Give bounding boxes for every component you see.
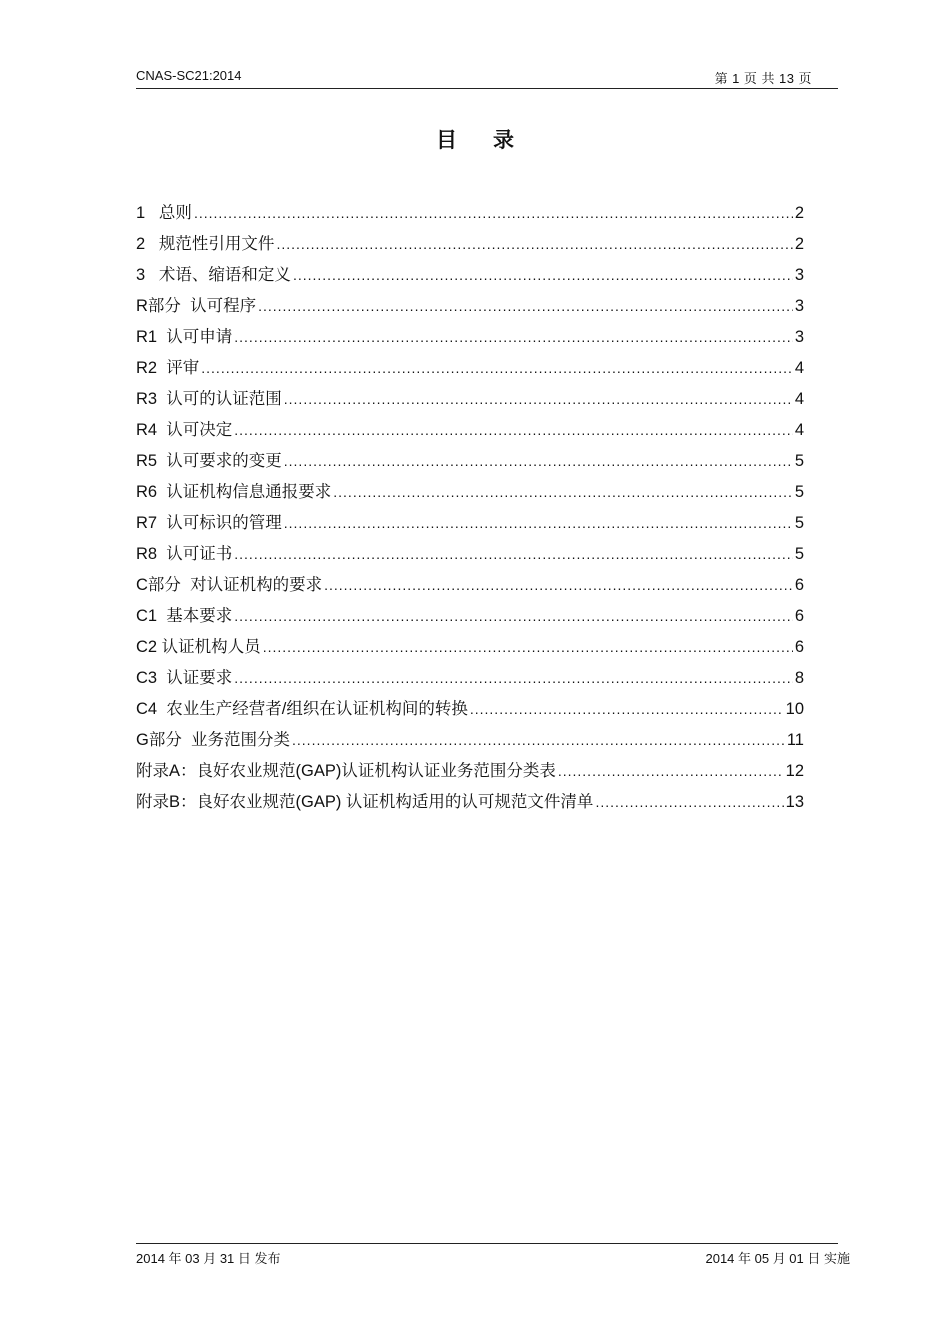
toc-leader-dots — [234, 667, 793, 689]
toc-entry-page: 6 — [794, 576, 804, 594]
toc-entry-page: 10 — [785, 700, 804, 718]
toc-entry-label: C1 基本要求 — [136, 607, 233, 625]
toc-entry-label: G部分 业务范围分类 — [136, 731, 291, 749]
page-label-suffix: 页 — [798, 71, 812, 86]
toc-entry-label: R4 认可决定 — [136, 421, 233, 439]
toc-entry-page: 8 — [794, 669, 804, 687]
page-label-prefix: 第 — [714, 71, 729, 86]
toc-entry-label: R6 认证机构信息通报要求 — [136, 483, 332, 501]
toc-leader-dots — [284, 450, 793, 472]
document-code: CNAS-SC21:2014 — [136, 68, 242, 83]
toc-entry-label: C3 认证要求 — [136, 669, 233, 687]
toc-entry-page: 3 — [794, 297, 804, 315]
page-footer — [136, 1243, 850, 1266]
toc-entry[interactable] — [136, 760, 804, 791]
toc-entry-label: R2 评审 — [136, 359, 200, 377]
toc-leader-dots — [194, 202, 793, 224]
toc-entry-page: 2 — [794, 235, 804, 253]
page-title: 目录 — [436, 129, 550, 152]
toc-entry-page: 4 — [794, 421, 804, 439]
toc-leader-dots — [258, 295, 793, 317]
toc-entry-page: 12 — [785, 762, 804, 780]
toc-leader-dots — [234, 605, 793, 627]
page-label-mid: 页 共 — [743, 71, 776, 86]
toc-leader-dots — [234, 326, 793, 348]
page-header — [136, 66, 838, 89]
toc-entry[interactable] — [136, 233, 804, 264]
publish-date: 2014 年 03 月 31 日 发布 — [136, 1251, 281, 1266]
toc-entry-page: 3 — [794, 266, 804, 284]
toc-entry-label: R7 认可标识的管理 — [136, 514, 282, 532]
toc-leader-dots — [276, 233, 792, 255]
toc-entry-label: R3 认可的认证范围 — [136, 390, 282, 408]
toc-entry[interactable] — [136, 574, 804, 605]
toc-entry[interactable] — [136, 543, 804, 574]
toc-entry[interactable] — [136, 357, 804, 388]
toc-leader-dots — [595, 791, 783, 813]
toc-entry[interactable] — [136, 295, 804, 326]
toc-leader-dots — [284, 388, 793, 410]
toc-entry-label: 2 规范性引用文件 — [136, 235, 275, 253]
toc-entry[interactable] — [136, 698, 804, 729]
toc-entry-page: 2 — [794, 204, 804, 222]
page-indicator — [713, 68, 814, 87]
toc-entry[interactable] — [136, 202, 804, 233]
toc-leader-dots — [234, 543, 793, 565]
toc-entry-label: R1 认可申请 — [136, 328, 233, 346]
toc-entry-label: C4 农业生产经营者/组织在认证机构间的转换 — [136, 700, 468, 718]
toc-entry-page: 4 — [794, 390, 804, 408]
toc-entry-page: 6 — [794, 638, 804, 656]
toc-entry[interactable] — [136, 605, 804, 636]
toc-entry-page: 13 — [785, 793, 804, 811]
toc-entry-page: 5 — [794, 452, 804, 470]
toc-entry[interactable] — [136, 636, 804, 667]
toc-entry-page: 3 — [794, 328, 804, 346]
total-pages: 13 — [779, 71, 795, 86]
page-number: 1 — [732, 71, 740, 86]
toc-leader-dots — [201, 357, 793, 379]
toc-entry-page: 11 — [786, 731, 804, 749]
toc-entry-page: 4 — [794, 359, 804, 377]
toc-entry-label: 附录A：良好农业规范(GAP)认证机构认证业务范围分类表 — [136, 762, 556, 780]
toc-entry[interactable] — [136, 481, 804, 512]
toc-entry-page: 5 — [794, 483, 804, 501]
toc-entry[interactable] — [136, 512, 804, 543]
toc-entry-label: R5 认可要求的变更 — [136, 452, 282, 470]
toc-entry[interactable] — [136, 264, 804, 295]
toc-entry[interactable] — [136, 419, 804, 450]
toc-leader-dots — [333, 481, 793, 503]
toc-leader-dots — [292, 729, 785, 751]
toc-leader-dots — [558, 760, 784, 782]
toc-entry[interactable] — [136, 450, 804, 481]
toc-entry-label: R部分 认可程序 — [136, 297, 257, 315]
toc-leader-dots — [324, 574, 793, 596]
toc-leader-dots — [234, 419, 793, 441]
toc-entry[interactable] — [136, 791, 804, 822]
toc-entry-label: C部分 对认证机构的要求 — [136, 576, 323, 594]
toc-entry-label: 3 术语、缩语和定义 — [136, 266, 291, 284]
toc-entry-page: 5 — [794, 545, 804, 563]
toc-leader-dots — [284, 512, 793, 534]
toc-entry[interactable] — [136, 326, 804, 357]
toc-entry[interactable] — [136, 667, 804, 698]
toc-entry-label: R8 认可证书 — [136, 545, 233, 563]
toc-entry-label: 附录B：良好农业规范(GAP) 认证机构适用的认可规范文件清单 — [136, 793, 594, 811]
toc-entry-label: 1 总则 — [136, 204, 192, 222]
effective-date: 2014 年 05 月 01 日 实施 — [705, 1251, 850, 1266]
toc-entry[interactable] — [136, 729, 804, 760]
toc-leader-dots — [263, 636, 793, 658]
toc-leader-dots — [293, 264, 793, 286]
table-of-contents — [136, 202, 804, 822]
toc-leader-dots — [470, 698, 784, 720]
toc-entry-page: 6 — [794, 607, 804, 625]
toc-entry[interactable] — [136, 388, 804, 419]
toc-entry-label: C2 认证机构人员 — [136, 638, 261, 656]
toc-entry-page: 5 — [794, 514, 804, 532]
